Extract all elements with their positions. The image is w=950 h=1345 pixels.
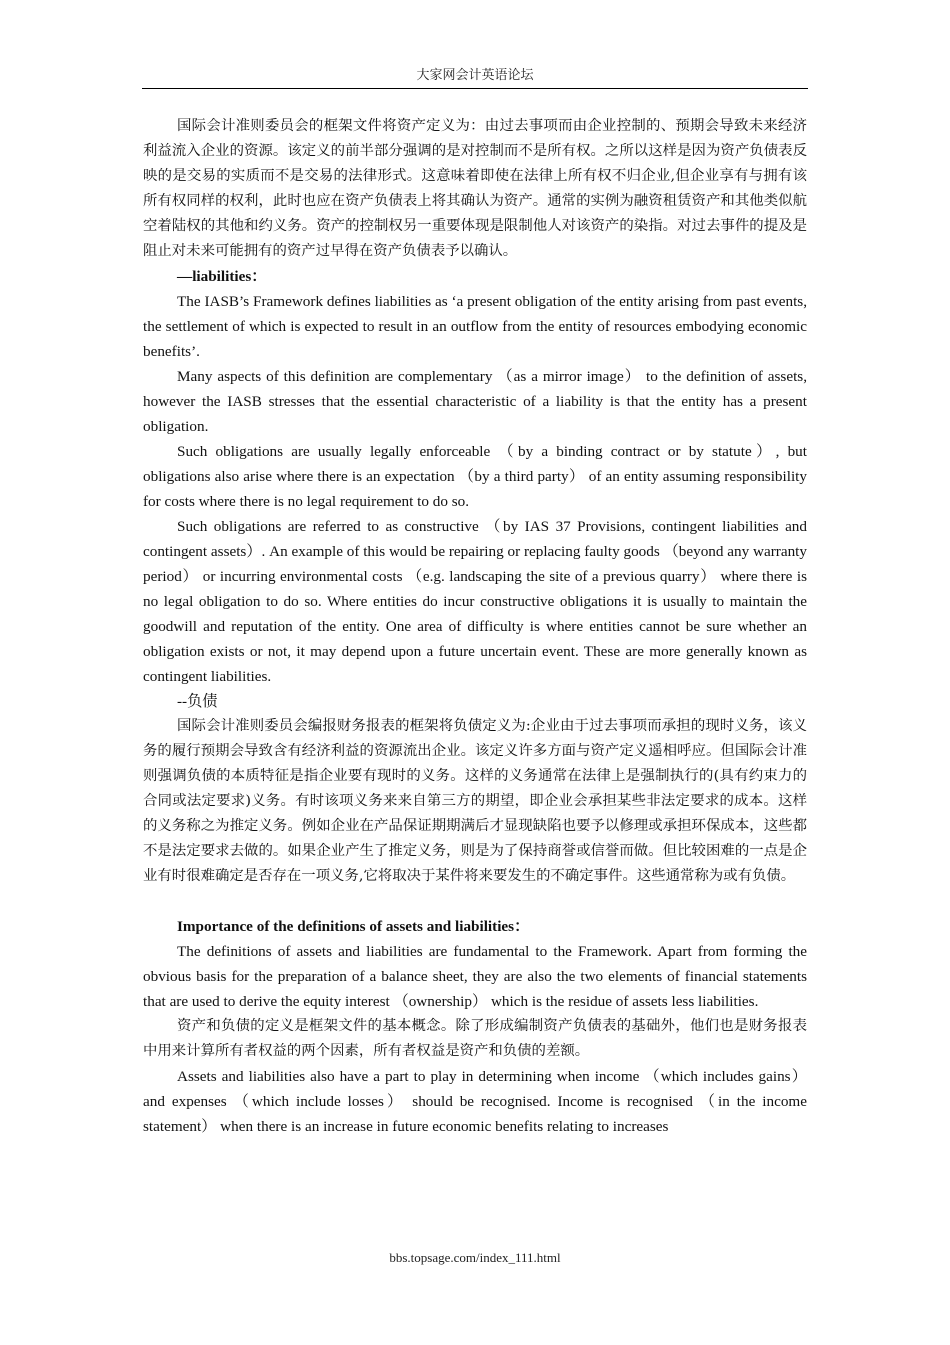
paragraph-income-expenses: Assets and liabilities also have a part to play in determining when income （which includes gains） and expenses （which include losses） should be recognised. Income is recognised （in the income statement） when there is an increase in future economic benefits relating to increases — [143, 1068, 807, 1135]
paragraph-fundamental: The definitions of assets and liabilities are fundamental to the Framework. Apart from forming the obvious basis for the preparation of a balance sheet, they are also the two elements of financial statements that are used to derive the equity interest （ownership） which is the residue of assets less liabilities. — [143, 943, 807, 1010]
page-header: 大家网会计英语论坛 — [416, 68, 534, 83]
section-heading-liabilities-zh: --负债 — [177, 693, 218, 710]
section-heading-importance: Importance of the definitions of assets and liabilities： — [177, 918, 530, 935]
section-heading-liabilities: —liabilities： — [177, 268, 267, 285]
paragraph-complementary: Many aspects of this definition are complementary （as a mirror image） to the definition of assets, however the IASB stresses that the essential characteristic of a liability is that the entity has a present obligation. — [143, 368, 807, 435]
paragraph-assets-zh: 国际会计准则委员会的框架文件将资产定义为：由过去事项而由企业控制的、预期会导致未来经济利益流入企业的资源。该定义的前半部分强调的是对控制而不是所有权。之所以这样是因为资产负债表反映的是交易的实质而不是交易的法律形式。这意味着即使在法律上所有权不归企业,但企业享有与拥有该所有权同样的权利，此时也应在资产负债表上将其确认为资产。通常的实例为融资租赁资产和其他类似航空着陆权的其他和约义务。资产的控制权另一重要体现是限制他人对该资产的染指。对过去事件的提及是阻止对未来可能拥有的资产过早得在资产负债表予以确认。 — [143, 118, 807, 259]
header-divider — [142, 88, 808, 89]
page-footer-url: bbs.topsage.com/index_111.html — [389, 1250, 561, 1265]
paragraph-liabilities-definition: The IASB’s Framework defines liabilities as ‘a present obligation of the entity arising from past events, the settlement of which is expected to result in an outflow from the entity of resources embodying economic benefits’. — [143, 293, 807, 360]
document-body — [143, 114, 807, 1139]
paragraph-enforceable: Such obligations are usually legally enforceable （by a binding contract or by statute）, but obligations also arise where there is an expectation （by a third party） of an entity assuming responsibility for costs where there is no legal requirement to do so. — [143, 443, 807, 510]
paragraph-fundamental-zh: 资产和负债的定义是框架文件的基本概念。除了形成编制资产负债表的基础外，他们也是财务报表中用来计算所有者权益的两个因素，所有者权益是资产和负债的差额。 — [143, 1018, 807, 1059]
paragraph-liabilities-zh: 国际会计准则委员会编报财务报表的框架将负债定义为:企业由于过去事项而承担的现时义务，该义务的履行预期会导致含有经济利益的资源流出企业。该定义许多方面与资产定义遥相呼应。但国际会计准则强调负债的本质特征是指企业要有现时的义务。这样的义务通常在法律上是强制执行的(具有约束力的合同或法定要求)义务。有时该项义务来来自第三方的期望，即企业会承担某些非法定要求的成本。这样的义务称之为推定义务。例如企业在产品保证期期满后才显现缺陷也要予以修理或承担环保成本，这些都不是法定要求去做的。如果企业产生了推定义务，则是为了保持商誉或信誉而做。但比较困难的一点是企业有时很难确定是否存在一项义务,它将取决于某件将来要发生的不确定事件。这些通常称为或有负债。 — [143, 718, 807, 884]
paragraph-constructive: Such obligations are referred to as constructive （by IAS 37 Provisions, contingent liabilities and contingent assets）. An example of this would be repairing or replacing faulty goods （beyond any warranty period） or incurring environmental costs （e.g. landscaping the site of a previous quarry） where there is no legal obligation to do so. Where entities do incur constructive obligations it is usually to maintain the goodwill and reputation of the entity. One area of difficulty is where entities cannot be sure whether an obligation exists or not, it may depend upon a future uncertain event. These are more generally known as contingent liabilities. — [143, 518, 807, 685]
paragraph-gap — [143, 889, 807, 914]
